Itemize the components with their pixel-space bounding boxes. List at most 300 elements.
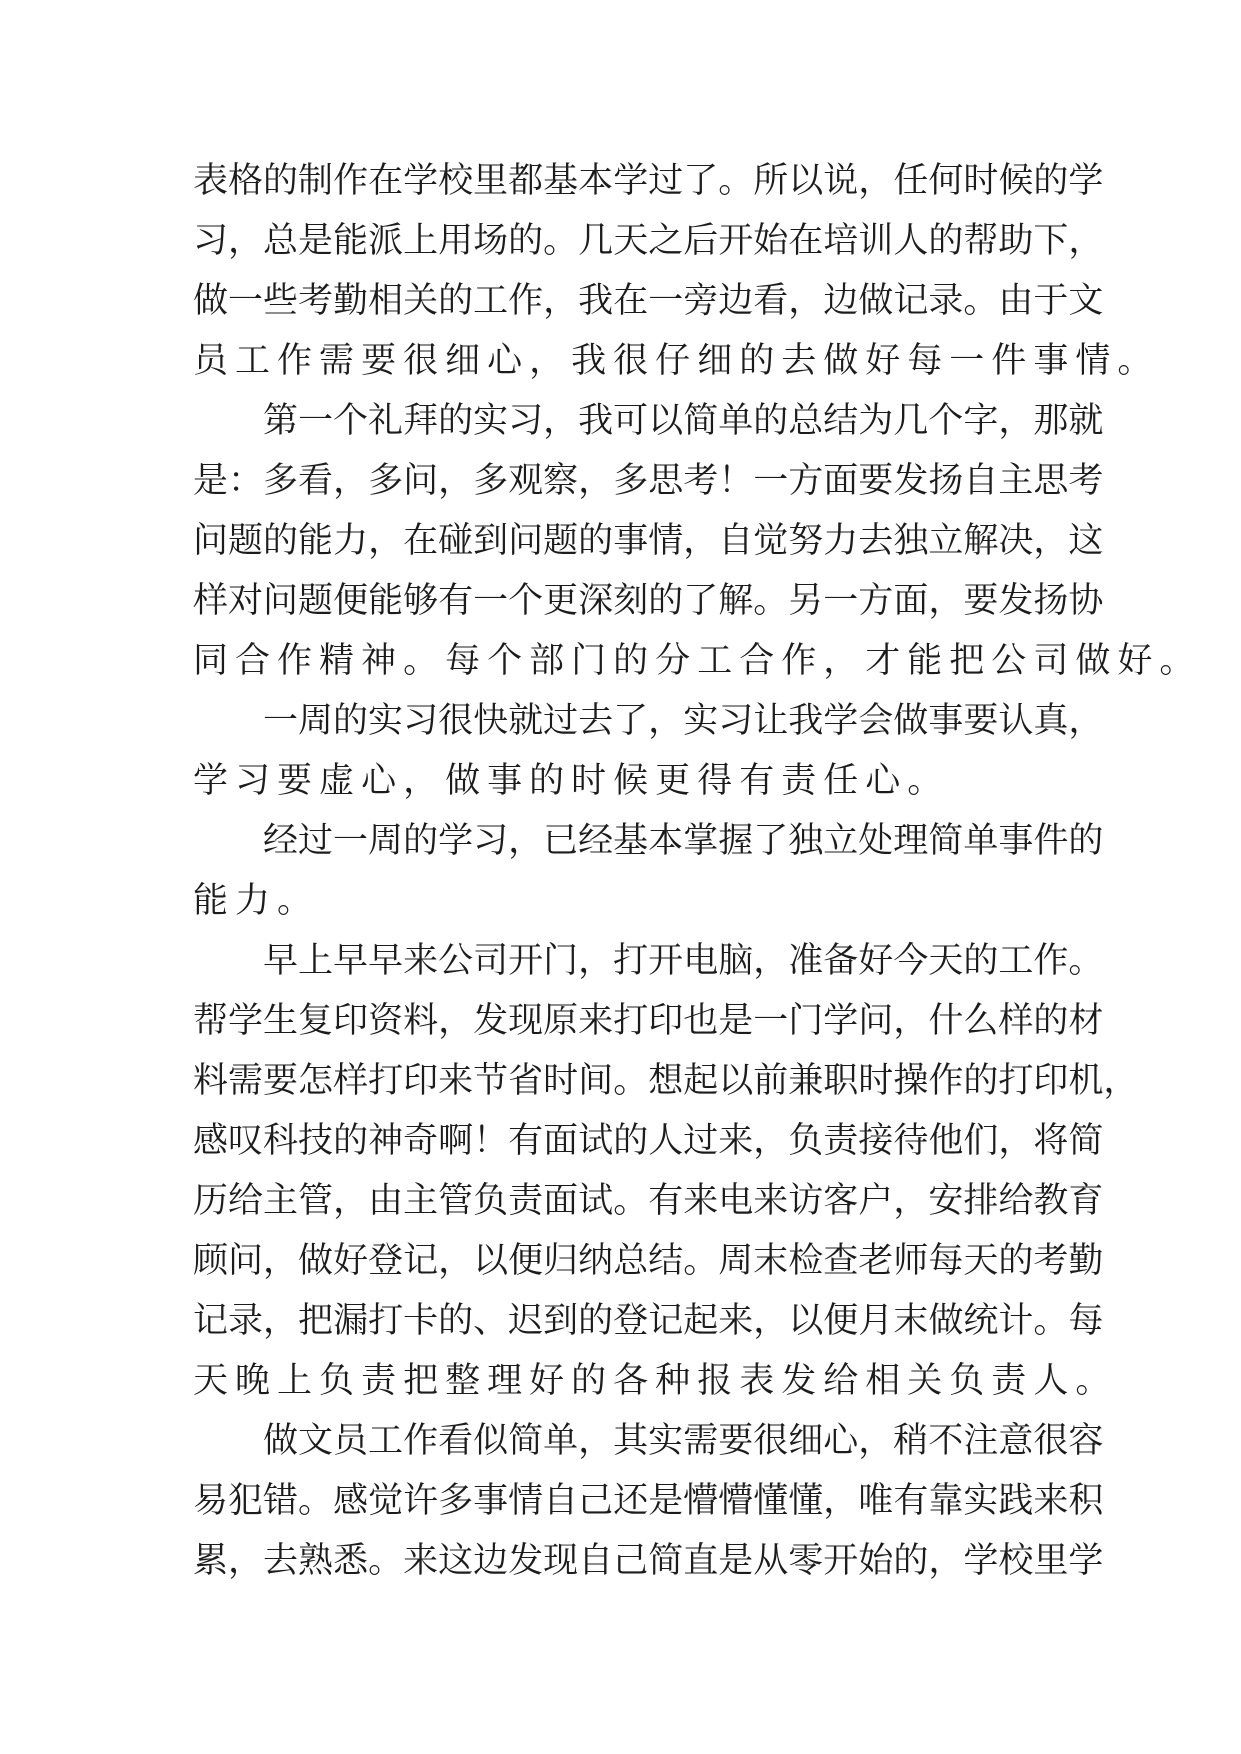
- text-glyph: 的: [403, 821, 439, 861]
- text-glyph: ，: [228, 1541, 264, 1581]
- text-glyph: 来: [438, 1061, 474, 1101]
- text-glyph: 相: [865, 1361, 908, 1401]
- text-glyph: 老: [858, 1241, 894, 1281]
- text-glyph: 做: [893, 701, 929, 741]
- text-glyph: 记: [403, 1241, 439, 1281]
- text-glyph: 多: [473, 461, 509, 501]
- text-glyph: 每: [907, 341, 950, 381]
- text-glyph: 有: [508, 1121, 544, 1161]
- text-glyph: 门: [571, 641, 614, 681]
- text-glyph: 单: [543, 1421, 579, 1461]
- text-glyph: 才: [865, 641, 908, 681]
- text-glyph: 任: [893, 161, 929, 201]
- text-glyph: 的: [438, 1301, 474, 1341]
- text-glyph: ，: [998, 401, 1034, 441]
- text-glyph: 力: [333, 521, 369, 561]
- text-glyph: 便: [508, 1241, 544, 1281]
- text-glyph: 一: [298, 401, 334, 441]
- text-glyph: 现: [543, 1541, 579, 1581]
- text-glyph: 。: [1033, 1301, 1069, 1341]
- text-glyph: 力: [823, 521, 859, 561]
- text-glyph: 电: [718, 1181, 754, 1221]
- text-glyph: 的: [739, 341, 782, 381]
- text-glyph: 何: [928, 161, 964, 201]
- text-glyph: 。: [753, 581, 789, 621]
- text-glyph: 天: [193, 1361, 236, 1401]
- text-glyph: 实: [648, 1421, 684, 1461]
- text-glyph: 员: [193, 341, 236, 381]
- text-glyph: 是: [718, 1541, 754, 1581]
- text-glyph: 们: [963, 1121, 999, 1161]
- text-glyph: 方: [858, 581, 894, 621]
- text-glyph: 访: [788, 1181, 824, 1221]
- text-glyph: 好: [1117, 641, 1160, 681]
- text-glyph: 的: [508, 221, 544, 261]
- text-glyph: 归: [543, 1241, 579, 1281]
- text-glyph: 勤: [1068, 1241, 1104, 1281]
- text-line: [193, 211, 1104, 271]
- text-glyph: 制: [298, 161, 334, 201]
- text-glyph: 一: [333, 821, 369, 861]
- text-glyph: 礼: [368, 401, 404, 441]
- text-glyph: 扬: [1033, 581, 1069, 621]
- text-glyph: 天: [928, 941, 964, 981]
- text-glyph: 边: [823, 281, 859, 321]
- text-glyph: 感: [193, 1121, 229, 1161]
- text-glyph: 看: [298, 461, 334, 501]
- text-glyph: 试: [578, 1181, 614, 1221]
- text-glyph: 主: [403, 1181, 439, 1221]
- text-glyph: 责: [361, 1361, 404, 1401]
- text-glyph: 责: [823, 1121, 859, 1161]
- text-glyph: 这: [438, 1541, 474, 1581]
- text-glyph: 的: [571, 1361, 614, 1401]
- text-glyph: 自: [578, 1541, 614, 1581]
- text-glyph: 有: [739, 761, 782, 801]
- text-glyph: 兼: [788, 1061, 824, 1101]
- text-glyph: 心: [865, 761, 908, 801]
- text-line: [193, 271, 1104, 331]
- text-glyph: 想: [648, 1061, 684, 1101]
- text-glyph: 管: [438, 1181, 474, 1221]
- text-glyph: 简: [648, 1541, 684, 1581]
- text-glyph: 负: [319, 1361, 362, 1401]
- text-glyph: 候: [998, 161, 1034, 201]
- text-glyph: 我: [788, 701, 824, 741]
- text-glyph: ，: [998, 1121, 1034, 1161]
- text-glyph: 一: [263, 701, 299, 741]
- text-glyph: 。: [403, 641, 446, 681]
- text-glyph: 其: [613, 1421, 649, 1461]
- text-glyph: 机: [1068, 1061, 1104, 1101]
- text-glyph: 简: [1068, 1121, 1104, 1161]
- text-line: [193, 811, 1104, 871]
- text-glyph: 合: [739, 641, 782, 681]
- text-glyph: 工: [235, 341, 278, 381]
- text-glyph: 。: [277, 881, 320, 921]
- text-glyph: 是: [648, 1481, 684, 1521]
- text-line: [193, 451, 1104, 511]
- text-glyph: 卡: [403, 1301, 439, 1341]
- text-glyph: 的: [578, 521, 614, 561]
- text-glyph: 由: [998, 281, 1034, 321]
- text-glyph: 几: [578, 221, 614, 261]
- text-glyph: 以: [788, 161, 824, 201]
- text-glyph: 同: [193, 641, 236, 681]
- text-glyph: 关: [907, 1361, 950, 1401]
- text-glyph: 作: [277, 641, 320, 681]
- text-glyph: 。: [1159, 641, 1202, 681]
- text-glyph: 学: [823, 1001, 859, 1041]
- text-glyph: 边: [473, 1541, 509, 1581]
- text-glyph: 工: [368, 1421, 404, 1461]
- text-glyph: 来: [1033, 1481, 1069, 1521]
- text-glyph: 准: [788, 941, 824, 981]
- text-glyph: 的: [529, 761, 572, 801]
- text-line: [193, 1411, 1104, 1471]
- text-glyph: 得: [697, 761, 740, 801]
- text-glyph: ，: [438, 1001, 474, 1041]
- text-glyph: 学: [1068, 1541, 1104, 1581]
- text-glyph: 细: [445, 341, 488, 381]
- text-glyph: 为: [858, 401, 894, 441]
- text-glyph: 的: [263, 161, 299, 201]
- text-glyph: 以: [648, 401, 684, 441]
- text-glyph: 学: [403, 161, 439, 201]
- text-glyph: 录: [228, 1301, 264, 1341]
- text-glyph: 来: [753, 1181, 789, 1221]
- text-glyph: ，: [333, 461, 369, 501]
- text-glyph: 学: [963, 1541, 999, 1581]
- text-line: [193, 1531, 1104, 1591]
- text-glyph: 叹: [228, 1121, 264, 1161]
- text-glyph: 件: [991, 341, 1034, 381]
- text-glyph: 把: [403, 1361, 446, 1401]
- text-line: [193, 331, 1160, 391]
- text-glyph: 觉: [368, 1481, 404, 1521]
- text-glyph: 方: [788, 461, 824, 501]
- text-line: [193, 691, 1104, 751]
- text-glyph: 就: [1068, 401, 1104, 441]
- text-glyph: 许: [403, 1481, 439, 1521]
- text-glyph: 学: [228, 1001, 264, 1041]
- text-glyph: 学: [438, 821, 474, 861]
- text-glyph: 助: [998, 221, 1034, 261]
- text-glyph: ，: [823, 1481, 859, 1521]
- text-glyph: 有: [648, 1181, 684, 1221]
- text-glyph: 时: [571, 761, 614, 801]
- text-glyph: 过: [298, 821, 334, 861]
- text-glyph: 登: [613, 1301, 649, 1341]
- text-glyph: 做: [263, 1421, 299, 1461]
- text-glyph: 原: [543, 1001, 579, 1041]
- text-glyph: 的: [963, 941, 999, 981]
- text-glyph: 事: [928, 701, 964, 741]
- text-glyph: ，: [333, 1181, 369, 1221]
- text-glyph: 立: [928, 521, 964, 561]
- text-glyph: 前: [753, 1061, 789, 1101]
- text-glyph: 师: [893, 1241, 929, 1281]
- text-glyph: 科: [263, 1121, 299, 1161]
- text-glyph: 做: [928, 1301, 964, 1341]
- text-glyph: 格: [228, 161, 264, 201]
- text-glyph: 时: [858, 1061, 894, 1101]
- text-glyph: 。: [683, 1241, 719, 1281]
- text-glyph: 总: [788, 401, 824, 441]
- text-glyph: 到: [473, 521, 509, 561]
- text-glyph: 帮: [193, 1001, 229, 1041]
- text-line: [193, 751, 1073, 811]
- text-glyph: ，: [578, 1421, 614, 1461]
- text-glyph: 的: [753, 401, 789, 441]
- text-glyph: 能: [298, 521, 334, 561]
- text-glyph: 里: [1033, 1541, 1069, 1581]
- text-glyph: 握: [718, 821, 754, 861]
- text-glyph: 。: [1075, 1361, 1118, 1401]
- text-glyph: 开: [508, 941, 544, 981]
- text-glyph: 似: [473, 1421, 509, 1461]
- text-glyph: 自: [718, 521, 754, 561]
- text-glyph: 唯: [858, 1481, 894, 1521]
- text-glyph: 用: [438, 221, 474, 261]
- text-glyph: 帮: [963, 221, 999, 261]
- text-glyph: 需: [319, 341, 362, 381]
- text-line: [193, 1111, 1104, 1171]
- text-glyph: 快: [473, 701, 509, 741]
- text-glyph: 面: [543, 1181, 579, 1221]
- text-glyph: 简: [683, 401, 719, 441]
- text-line: [193, 1231, 1104, 1291]
- text-glyph: 教: [1033, 1181, 1069, 1221]
- text-glyph: 报: [697, 1361, 740, 1401]
- text-glyph: 边: [718, 281, 754, 321]
- text-glyph: 合: [235, 641, 278, 681]
- text-glyph: 觉: [753, 521, 789, 561]
- text-glyph: 一: [753, 1001, 789, 1041]
- text-glyph: 学: [823, 701, 859, 741]
- text-glyph: 的: [263, 521, 299, 561]
- text-glyph: 心: [487, 341, 530, 381]
- text-glyph: ！: [473, 1121, 509, 1161]
- text-glyph: 已: [543, 821, 579, 861]
- text-glyph: 理: [487, 1361, 530, 1401]
- text-glyph: 多: [368, 461, 404, 501]
- text-glyph: ，: [893, 1181, 929, 1221]
- text-glyph: 需: [228, 1061, 264, 1101]
- text-glyph: 啊: [438, 1121, 474, 1161]
- text-glyph: 结: [823, 401, 859, 441]
- text-glyph: 作: [508, 281, 544, 321]
- text-glyph: 都: [508, 161, 544, 201]
- text-glyph: 察: [543, 461, 579, 501]
- text-glyph: 个: [487, 641, 530, 681]
- text-glyph: ，: [788, 281, 824, 321]
- text-glyph: 员: [333, 1421, 369, 1461]
- text-glyph: 基: [543, 161, 579, 201]
- text-glyph: 深: [578, 581, 614, 621]
- text-glyph: 习: [193, 221, 229, 261]
- text-glyph: 也: [683, 1001, 719, 1041]
- text-glyph: 起: [683, 1301, 719, 1341]
- text-glyph: 观: [508, 461, 544, 501]
- text-glyph: ，: [578, 941, 614, 981]
- text-line: [193, 631, 1202, 691]
- text-glyph: 了: [683, 581, 719, 621]
- text-glyph: 学: [613, 161, 649, 201]
- text-glyph: 上: [403, 221, 439, 261]
- text-glyph: 周: [368, 821, 404, 861]
- text-glyph: 打: [998, 1061, 1034, 1101]
- text-glyph: 这: [1068, 521, 1104, 561]
- text-glyph: 要: [963, 581, 999, 621]
- text-glyph: ，: [1103, 1061, 1139, 1101]
- text-glyph: 学: [193, 761, 236, 801]
- text-glyph: 试: [578, 1121, 614, 1161]
- text-glyph: 经: [578, 821, 614, 861]
- text-glyph: 省: [508, 1061, 544, 1101]
- text-glyph: 文: [1068, 281, 1104, 321]
- text-glyph: 来: [718, 1301, 754, 1341]
- text-glyph: 解: [963, 521, 999, 561]
- text-glyph: 考: [1068, 461, 1104, 501]
- text-glyph: 扬: [928, 461, 964, 501]
- text-glyph: 。: [368, 1541, 404, 1581]
- text-glyph: ，: [263, 1301, 299, 1341]
- text-glyph: 由: [368, 1181, 404, 1221]
- text-line: [193, 1051, 1139, 1111]
- text-glyph: 总: [263, 221, 299, 261]
- text-glyph: 立: [823, 821, 859, 861]
- text-glyph: 什: [928, 1001, 964, 1041]
- text-glyph: 发: [508, 1541, 544, 1581]
- text-glyph: ，: [928, 1541, 964, 1581]
- text-glyph: 电: [683, 941, 719, 981]
- text-glyph: 生: [263, 1001, 299, 1041]
- text-glyph: 来: [718, 1121, 754, 1161]
- text-glyph: 工: [473, 281, 509, 321]
- text-glyph: 更: [543, 581, 579, 621]
- text-glyph: 节: [473, 1061, 509, 1101]
- text-glyph: 问: [858, 1001, 894, 1041]
- text-glyph: 打: [613, 941, 649, 981]
- text-glyph: 记: [193, 1301, 229, 1341]
- text-glyph: 下: [1033, 221, 1069, 261]
- text-glyph: ，: [529, 341, 572, 381]
- text-glyph: 检: [788, 1241, 824, 1281]
- text-glyph: 经: [263, 821, 299, 861]
- text-glyph: 做: [445, 761, 488, 801]
- text-glyph: 熟: [298, 1541, 334, 1581]
- text-glyph: 过: [648, 161, 684, 201]
- text-glyph: 在: [788, 221, 824, 261]
- text-glyph: 很: [753, 1421, 789, 1461]
- text-glyph: 。: [963, 281, 999, 321]
- text-glyph: 分: [655, 641, 698, 681]
- text-glyph: 所: [753, 161, 789, 201]
- text-glyph: 要: [718, 1421, 754, 1461]
- text-glyph: 实: [683, 701, 719, 741]
- text-glyph: 自: [543, 1481, 579, 1521]
- text-glyph: ，: [543, 401, 579, 441]
- text-glyph: 多: [263, 461, 299, 501]
- text-glyph: 习: [508, 401, 544, 441]
- text-glyph: 可: [613, 401, 649, 441]
- text-glyph: 样: [998, 1001, 1034, 1041]
- text-glyph: 校: [998, 1541, 1034, 1581]
- text-glyph: 事: [473, 1481, 509, 1521]
- text-glyph: 晚: [235, 1361, 278, 1401]
- text-glyph: 么: [963, 1001, 999, 1041]
- text-glyph: 我: [578, 401, 614, 441]
- text-glyph: 简: [508, 1421, 544, 1461]
- text-glyph: 个: [508, 581, 544, 621]
- text-glyph: 决: [998, 521, 1034, 561]
- text-glyph: 做: [858, 281, 894, 321]
- text-glyph: 一: [228, 281, 264, 321]
- text-glyph: 的: [613, 1121, 649, 1161]
- text-glyph: 整: [445, 1361, 488, 1401]
- text-glyph: 看: [753, 281, 789, 321]
- text-glyph: 月: [858, 1301, 894, 1341]
- text-glyph: 践: [998, 1481, 1034, 1521]
- text-glyph: 心: [823, 1421, 859, 1461]
- text-glyph: 的: [438, 281, 474, 321]
- text-glyph: 的: [648, 581, 684, 621]
- text-glyph: 努: [788, 521, 824, 561]
- text-glyph: 负: [788, 1121, 824, 1161]
- text-glyph: 开: [718, 221, 754, 261]
- text-glyph: 勤: [333, 281, 369, 321]
- text-glyph: 作: [928, 1061, 964, 1101]
- text-glyph: 天: [963, 1241, 999, 1281]
- text-glyph: ，: [438, 1241, 474, 1281]
- text-glyph: 。: [298, 1481, 334, 1521]
- text-glyph: 题: [298, 581, 334, 621]
- text-glyph: ，: [368, 521, 404, 561]
- text-glyph: 技: [298, 1121, 334, 1161]
- text-glyph: ，: [823, 641, 866, 681]
- text-glyph: 工: [697, 641, 740, 681]
- text-glyph: 给: [998, 1181, 1034, 1221]
- text-glyph: 复: [298, 1001, 334, 1041]
- text-glyph: 周: [718, 1241, 754, 1281]
- text-glyph: 客: [823, 1181, 859, 1221]
- text-glyph: 另: [788, 581, 824, 621]
- text-glyph: 本: [578, 161, 614, 201]
- text-glyph: 主: [263, 1181, 299, 1221]
- text-glyph: 好: [865, 341, 908, 381]
- text-glyph: 要: [963, 701, 999, 741]
- text-glyph: 协: [1068, 581, 1104, 621]
- text-glyph: 够: [403, 581, 439, 621]
- text-glyph: 一: [949, 341, 992, 381]
- text-glyph: 训: [858, 221, 894, 261]
- text-glyph: 神: [361, 641, 404, 681]
- document-body: [193, 151, 1202, 1591]
- text-glyph: 一: [823, 581, 859, 621]
- text-glyph: 碰: [438, 521, 474, 561]
- text-glyph: 部: [529, 641, 572, 681]
- text-glyph: 仔: [655, 341, 698, 381]
- text-glyph: 题: [228, 521, 264, 561]
- text-glyph: 计: [998, 1301, 1034, 1341]
- text-glyph: 意: [998, 1421, 1034, 1461]
- text-glyph: 注: [963, 1421, 999, 1461]
- text-glyph: 迟: [508, 1301, 544, 1341]
- text-line: [193, 931, 1104, 991]
- text-glyph: 己: [578, 1481, 614, 1521]
- text-glyph: 打: [613, 1001, 649, 1041]
